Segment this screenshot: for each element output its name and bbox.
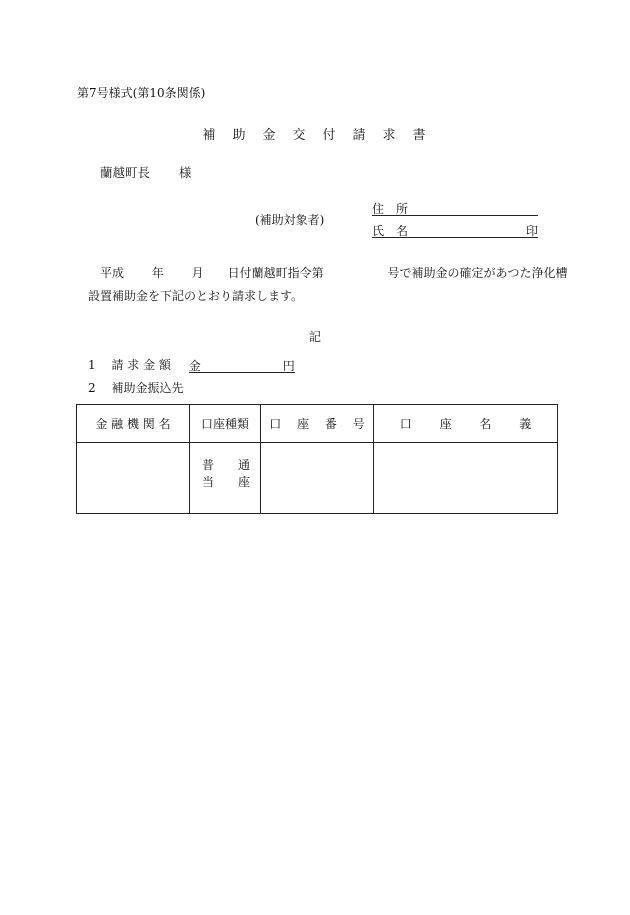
recipient: 蘭越町長 様 bbox=[100, 165, 192, 180]
table-header-row bbox=[77, 405, 558, 443]
document-title: 補 助 金 交 付 請 求 書 bbox=[202, 128, 428, 143]
form-number: 第7号様式(第10条関係) bbox=[77, 86, 206, 100]
address-line bbox=[372, 200, 538, 216]
header-account-holder: 口 座 名 義 bbox=[374, 405, 558, 443]
ki-heading: 記 bbox=[308, 330, 321, 344]
account-type-checking: 当 座 bbox=[202, 475, 251, 489]
amount-prefix: 金 bbox=[188, 359, 201, 373]
item-transfer-destination: 2 補助金振込先 bbox=[88, 381, 184, 395]
address-label: 住 所 bbox=[372, 202, 409, 216]
applicant-label: (補助対象者) bbox=[255, 213, 325, 227]
bank-account-table bbox=[76, 404, 558, 514]
header-account-type: 口座種類 bbox=[190, 405, 261, 443]
header-account-number: 口 座 番 号 bbox=[261, 405, 374, 443]
account-type-ordinary: 普 通 bbox=[202, 458, 251, 472]
body-text-line-2: 設置補助金を下記のとおり請求します。 bbox=[88, 289, 304, 303]
cell-bank-name bbox=[77, 443, 190, 514]
table-row bbox=[77, 443, 558, 514]
cell-account-type bbox=[190, 443, 261, 514]
name-line bbox=[372, 222, 538, 238]
amount-unit: 円 bbox=[282, 359, 295, 373]
amount-field bbox=[189, 358, 295, 373]
header-bank-name: 金 融 機 関 名 bbox=[77, 405, 190, 443]
item-request-amount bbox=[88, 356, 295, 373]
name-label: 氏 名 bbox=[372, 224, 409, 238]
seal-mark: 印 bbox=[525, 224, 538, 238]
body-text-line-1: 平成 年 月 日付蘭越町指令第 号で補助金の確定があつた浄化槽 bbox=[100, 266, 568, 280]
cell-account-holder bbox=[374, 443, 558, 514]
request-amount-label: 1 請 求 金 額 bbox=[88, 358, 171, 372]
cell-account-number bbox=[261, 443, 374, 514]
